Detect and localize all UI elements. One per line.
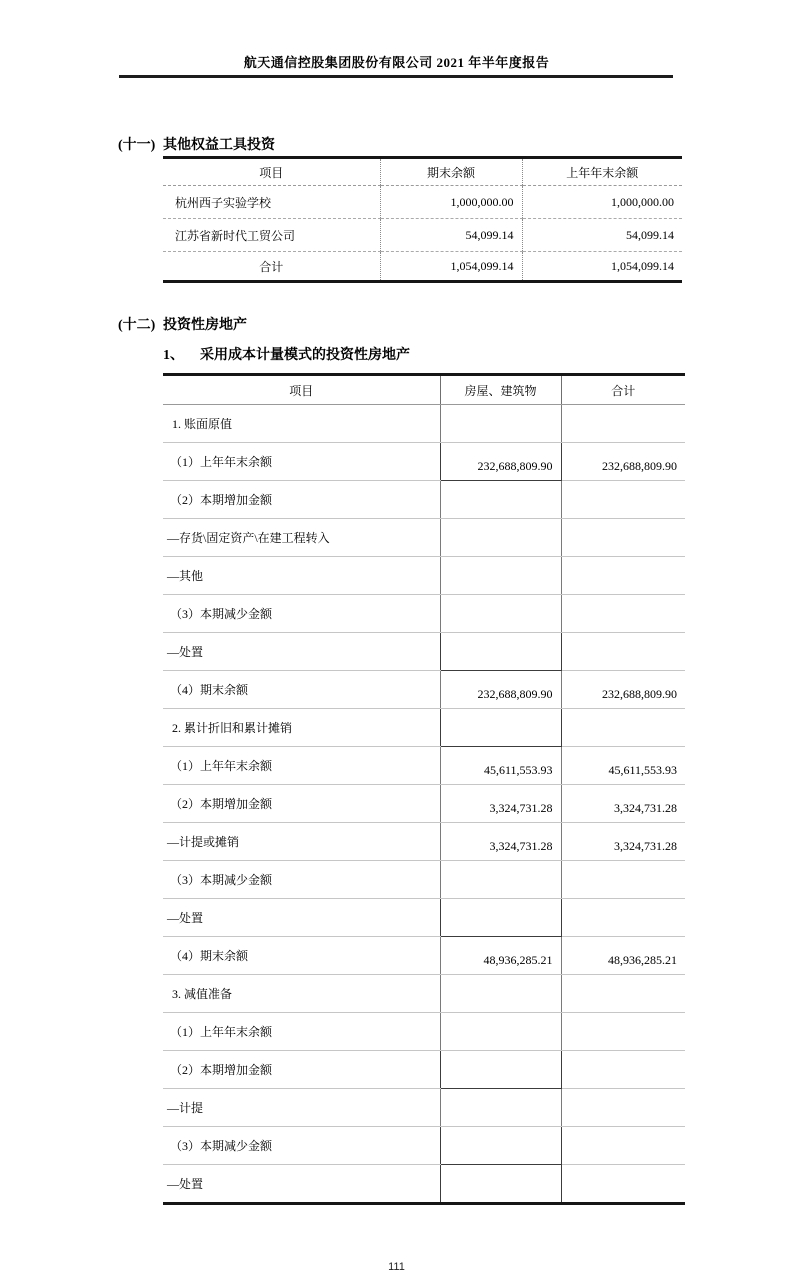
ending-balance-cell: 1,000,000.00 [380, 186, 522, 219]
buildings-value-cell [440, 861, 561, 899]
total-value-cell [561, 1013, 685, 1051]
buildings-value-cell [440, 899, 561, 937]
total-value-cell [561, 975, 685, 1013]
total-value-cell [561, 595, 685, 633]
item-cell: （3）本期减少金额 [163, 595, 440, 633]
item-cell: 1. 账面原值 [163, 405, 440, 443]
total-value-cell [561, 709, 685, 747]
column-header-item: 项目 [163, 158, 380, 186]
buildings-value-cell [440, 595, 561, 633]
subsection-1-number: 1、 [163, 348, 184, 363]
table-row [163, 595, 685, 633]
total-value-cell [561, 861, 685, 899]
total-value-cell: 45,611,553.93 [561, 747, 685, 785]
header-divider [119, 75, 673, 78]
table-row [163, 186, 682, 219]
item-cell: 3. 减值准备 [163, 975, 440, 1013]
table-row [163, 1051, 685, 1089]
table-row [163, 443, 685, 481]
subsection-1-title: 采用成本计量模式的投资性房地产 [200, 348, 410, 363]
section-12-number: (十二) [118, 318, 156, 333]
table-row [163, 1127, 685, 1165]
total-value-cell [561, 405, 685, 443]
table-row [163, 1165, 685, 1204]
table-row [163, 861, 685, 899]
table-row [163, 709, 685, 747]
total-value-cell: 232,688,809.90 [561, 443, 685, 481]
buildings-value-cell [440, 1165, 561, 1204]
table-row [163, 671, 685, 709]
buildings-value-cell [440, 633, 561, 671]
table-row [163, 937, 685, 975]
item-cell: （1）上年年末余额 [163, 1013, 440, 1051]
table-row [163, 785, 685, 823]
prior-year-balance-cell: 54,099.14 [522, 219, 682, 252]
table-row [163, 481, 685, 519]
total-value-cell [561, 1165, 685, 1204]
item-cell: 2. 累计折旧和累计摊销 [163, 709, 440, 747]
buildings-value-cell: 3,324,731.28 [440, 785, 561, 823]
buildings-value-cell [440, 481, 561, 519]
column-header-total: 合计 [561, 375, 685, 405]
item-cell: 杭州西子实验学校 [163, 186, 380, 219]
buildings-value-cell [440, 519, 561, 557]
total-value-cell [561, 1089, 685, 1127]
total-value-cell: 3,324,731.28 [561, 823, 685, 861]
section-11-heading [118, 134, 793, 154]
item-cell: （2）本期增加金额 [163, 481, 440, 519]
ending-balance-cell: 54,099.14 [380, 219, 522, 252]
section-12-heading [118, 314, 793, 334]
column-header-buildings: 房屋、建筑物 [440, 375, 561, 405]
table-row [163, 1089, 685, 1127]
column-header-ending-balance: 期末余额 [380, 158, 522, 186]
total-row [163, 252, 682, 282]
cost-model-table [163, 373, 685, 1205]
total-prior-year-balance-cell: 1,054,099.14 [611, 258, 674, 273]
table-row [163, 899, 685, 937]
buildings-value-cell [440, 1013, 561, 1051]
table-row [163, 557, 685, 595]
table-row [163, 1013, 685, 1051]
total-label-cell: 合计 [163, 252, 380, 282]
item-cell: （2）本期增加金额 [163, 785, 440, 823]
table-row [163, 633, 685, 671]
buildings-value-cell [440, 1127, 561, 1165]
section-12-title: 投资性房地产 [163, 318, 247, 333]
item-cell: （4）期末余额 [163, 937, 440, 975]
prior-year-balance-cell: 1,000,000.00 [522, 186, 682, 219]
total-value-cell [561, 633, 685, 671]
total-ending-balance-cell: 1,054,099.14 [380, 252, 522, 282]
column-header-prior-year-balance: 上年年末余额 [522, 158, 682, 186]
item-cell: —计提 [163, 1089, 440, 1127]
item-cell: —处置 [163, 633, 440, 671]
item-cell: 江苏省新时代工贸公司 [163, 219, 380, 252]
table-header-row [163, 158, 682, 186]
table-row [163, 823, 685, 861]
item-cell: —计提或摊销 [163, 823, 440, 861]
cost-model-table-body [163, 405, 685, 1204]
section-11-number: (十一) [118, 138, 156, 153]
buildings-value-cell: 232,688,809.90 [440, 443, 561, 481]
total-value-cell: 232,688,809.90 [561, 671, 685, 709]
total-value-cell [561, 481, 685, 519]
page-number: 111 [388, 1261, 405, 1273]
subsection-1-heading [163, 344, 793, 364]
total-value-cell [561, 1051, 685, 1089]
item-cell: （3）本期减少金额 [163, 861, 440, 899]
buildings-value-cell [440, 1051, 561, 1089]
buildings-value-cell [440, 975, 561, 1013]
equity-instruments-table [163, 156, 682, 283]
buildings-value-cell [440, 1089, 561, 1127]
buildings-value-cell [440, 557, 561, 595]
table-row [163, 519, 685, 557]
section-11-title: 其他权益工具投资 [163, 138, 275, 153]
table-row [163, 219, 682, 252]
item-cell: （2）本期增加金额 [163, 1051, 440, 1089]
total-value-cell: 3,324,731.28 [561, 785, 685, 823]
total-value-cell [561, 899, 685, 937]
item-cell: （4）期末余额 [163, 671, 440, 709]
table-row [163, 405, 685, 443]
buildings-value-cell [440, 405, 561, 443]
buildings-value-cell [440, 709, 561, 747]
table-row [163, 747, 685, 785]
item-cell: —其他 [163, 557, 440, 595]
buildings-value-cell: 232,688,809.90 [440, 671, 561, 709]
report-header-title: 航天通信控股集团股份有限公司 2021 年半年度报告 [243, 55, 550, 70]
item-cell: （1）上年年末余额 [163, 443, 440, 481]
table-header-row [163, 375, 685, 405]
table-row [163, 975, 685, 1013]
column-header-item: 项目 [163, 375, 440, 405]
buildings-value-cell: 3,324,731.28 [440, 823, 561, 861]
item-cell: —存货\固定资产\在建工程转入 [163, 519, 440, 557]
buildings-value-cell: 48,936,285.21 [440, 937, 561, 975]
item-cell: （3）本期减少金额 [163, 1127, 440, 1165]
buildings-value-cell: 45,611,553.93 [440, 747, 561, 785]
total-value-cell: 48,936,285.21 [561, 937, 685, 975]
total-value-cell [561, 557, 685, 595]
total-value-cell [561, 1127, 685, 1165]
item-cell: （1）上年年末余额 [163, 747, 440, 785]
item-cell: —处置 [167, 1177, 204, 1191]
total-value-cell [561, 519, 685, 557]
item-cell: —处置 [163, 899, 440, 937]
